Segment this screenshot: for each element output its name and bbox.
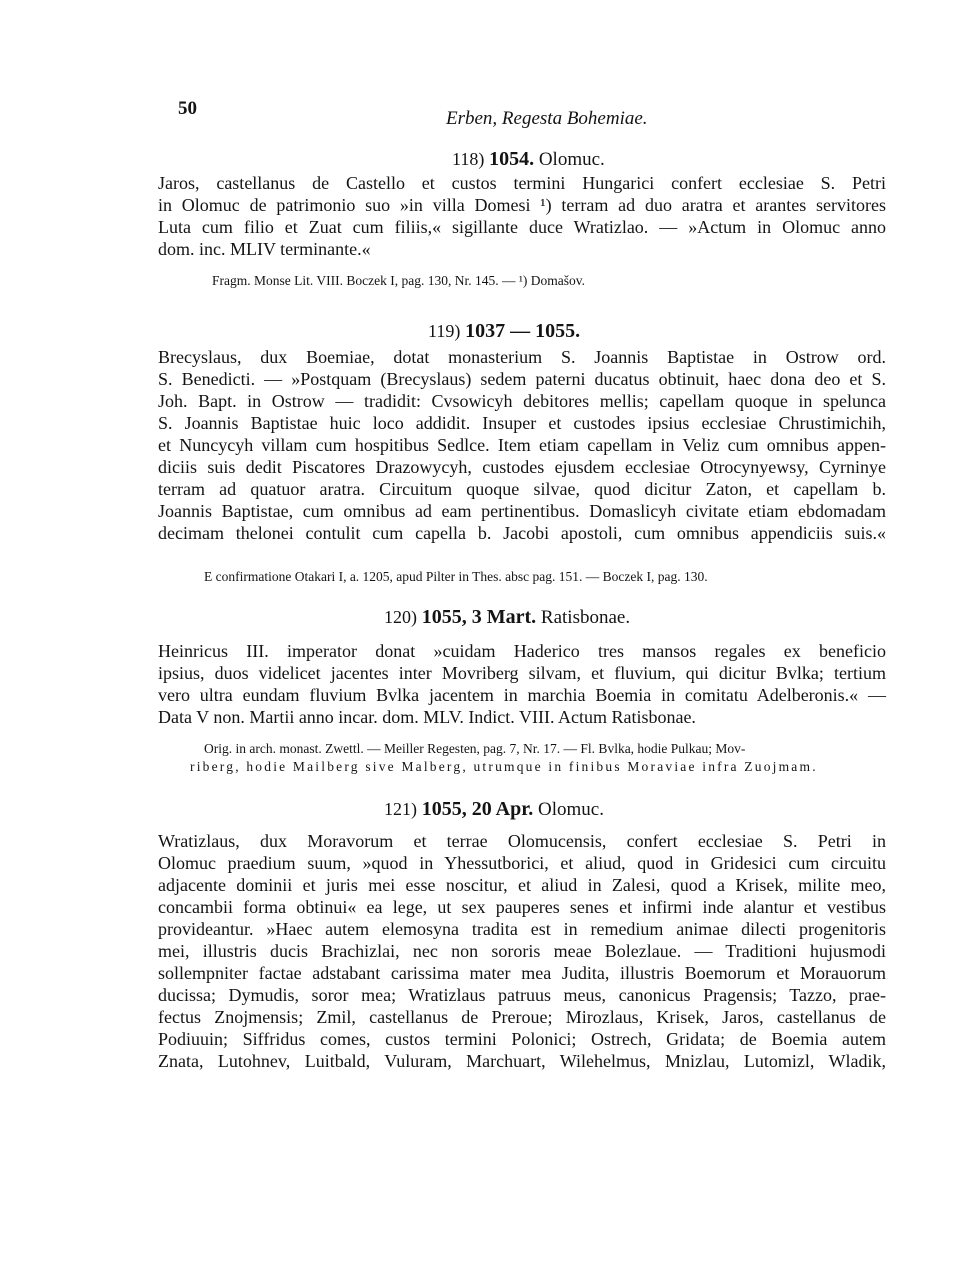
entry-heading-120 xyxy=(384,606,630,629)
text-line: S. Benedicti. — »Postquam (Brecyslaus) sedem paterni ducatus obtinuit, haec dona deo et S. xyxy=(158,369,886,389)
entry-text-119 xyxy=(158,346,886,546)
text-line: fectus Znojmensis; Zmil, castellanus de Preroue; Mirozlaus, Krisek, Jaros, castellanus de xyxy=(158,1007,886,1027)
source-note-118: Fragm. Monse Lit. VIII. Boczek I, pag. 130, Nr. 145. — ¹) Domašov. xyxy=(212,273,585,288)
text-line: Data V non. Martii anno incar. dom. MLV. Indict. VIII. Actum Ratisbonae. xyxy=(158,707,696,727)
source-note-119: E confirmatione Otakari I, a. 1205, apud Pilter in Thes. absc pag. 151. — Boczek I, pag. 130. xyxy=(204,569,708,584)
page-number: 50 xyxy=(178,98,197,119)
entry-number: 120) xyxy=(384,607,417,627)
text-line: Joannis Baptistae, cum omnibus ad eam pertinentibus. Domaslicyh civitate etiam ebdomadam xyxy=(158,501,886,521)
text-line: Luta cum filio et Zuat cum filiis,« sigillante duce Wratizlao. — »Actum in Olomuc anno xyxy=(158,217,886,237)
text-line: concambii forma obtinui« ea lege, ut sex pauperes senes et infirmi inde alantur et vestibus xyxy=(158,897,886,917)
text-line: mei, illustris ducis Brachizlai, nec non sororis meae Bolezlaue. — Traditioni hujusmodi xyxy=(158,941,886,961)
entry-heading-121 xyxy=(384,798,604,821)
entry-date: 1054. xyxy=(489,148,535,170)
text-line: terram ad quatuor aratra. Circuitum quoque silvae, quod dicitur Zaton, et capellam b. xyxy=(158,479,886,499)
entry-date: 1055, 20 Apr. xyxy=(421,798,534,820)
text-line: Jaros, castellanus de Castello et custos termini Hungarici confert ecclesiae S. Petri xyxy=(158,173,886,193)
text-line: provideantur. »Haec autem elemosyna tradita est in remedium animae dilecti progenitoris xyxy=(158,919,886,939)
text-line: Brecyslaus, dux Boemiae, dotat monasterium S. Joannis Baptistae in Ostrow ord. xyxy=(158,347,886,367)
text-line: sollempniter factae adstabant carissima mater mea Judita, illustris Boemorum et Morauorum xyxy=(158,963,886,983)
text-line: Podiuuin; Siffridus comes, custos termini Polonici; Ostrech, Gridata; de Boemia autem xyxy=(158,1029,886,1049)
entry-text-120 xyxy=(158,640,886,730)
entry-place: Olomuc. xyxy=(538,149,605,170)
text-line: S. Joannis Baptistae huic loco addidit. Insuper et custodes ipsius ecclesiae Chrustimichih, xyxy=(158,413,886,433)
text-line: decimam thelonei contulit cum capella b. Jacobi apostoli, cum omnibus appendiciis suis.« xyxy=(158,523,886,543)
source-note-120: riberg, hodie Mailberg sive Malberg, utrumque in finibus Moraviae infra Zuojmam. xyxy=(190,759,818,774)
text-line: Znata, Lutohnev, Luitbald, Vuluram, Marchuart, Wilehelmus, Mnizlau, Lutomizl, Wladik, xyxy=(158,1051,886,1071)
source-note-120: Orig. in arch. monast. Zwettl. — Meiller Regesten, pag. 7, Nr. 17. — Fl. Bvlka, hodie Pulkau; Mov- xyxy=(204,741,746,756)
entry-number: 119) xyxy=(428,321,461,341)
entry-number: 121) xyxy=(384,799,417,819)
text-line: Joh. Bapt. in Ostrow — tradidit: Cvsowicyh debitores mellis; capellam quoque in spelunca xyxy=(158,391,886,411)
entry-heading-118 xyxy=(452,148,605,171)
text-line: Olomuc praedium suum, »quod in Yhessutborici, et aliud, quod in Gridesici cum circuitu xyxy=(158,853,886,873)
entry-date: 1037 — 1055. xyxy=(465,320,581,342)
text-line: ipsius, duos videlicet jacentes inter Movriberg silvam, et fluvium, qui dicitur Bvlka; tertium xyxy=(158,663,886,683)
running-title: Erben, Regesta Bohemiae. xyxy=(446,108,648,129)
entry-place: Ratisbonae. xyxy=(540,607,631,628)
text-line: dom. inc. MLIV terminante.« xyxy=(158,239,371,259)
text-line: in Olomuc de patrimonio suo »in villa Domesi ¹) terram ad duo aratra et arantes servitores xyxy=(158,195,886,215)
entry-number: 118) xyxy=(452,149,485,169)
entry-text-121 xyxy=(158,830,886,1080)
text-line: vero ultra eundam fluvium Bvlka jacentem in marchia Boemia in comitatu Adelberonis.« — xyxy=(158,685,886,705)
entry-date: 1055, 3 Mart. xyxy=(421,606,537,628)
text-line: diciis suis dedit Piscatores Drazowycyh, custodes ejusdem ecclesiae Otrocynyewsy, Cyrninye xyxy=(158,457,886,477)
text-line: Heinricus III. imperator donat »cuidam Haderico tres mansos regales ex beneficio xyxy=(158,641,886,661)
text-line: ducissa; Dymudis, soror mea; Wratizlaus patruus meus, canonicus Pragensis; Tazzo, prae- xyxy=(158,985,886,1005)
text-line: et Nuncycyh villam cum hospitibus Sedlce. Item etiam capellam in Veliz cum omnibus appen- xyxy=(158,435,886,455)
entry-place: Olomuc. xyxy=(538,799,604,820)
text-line: Wratizlaus, dux Moravorum et terrae Olomucensis, confert ecclesiae S. Petri in xyxy=(158,831,886,851)
text-line: adjacente dominii et juris mei esse noscitur, et aliud in Zalesi, quod a Krisek, milite meo, xyxy=(158,875,886,895)
entry-text-118 xyxy=(158,172,886,268)
entry-heading-119 xyxy=(428,320,580,343)
